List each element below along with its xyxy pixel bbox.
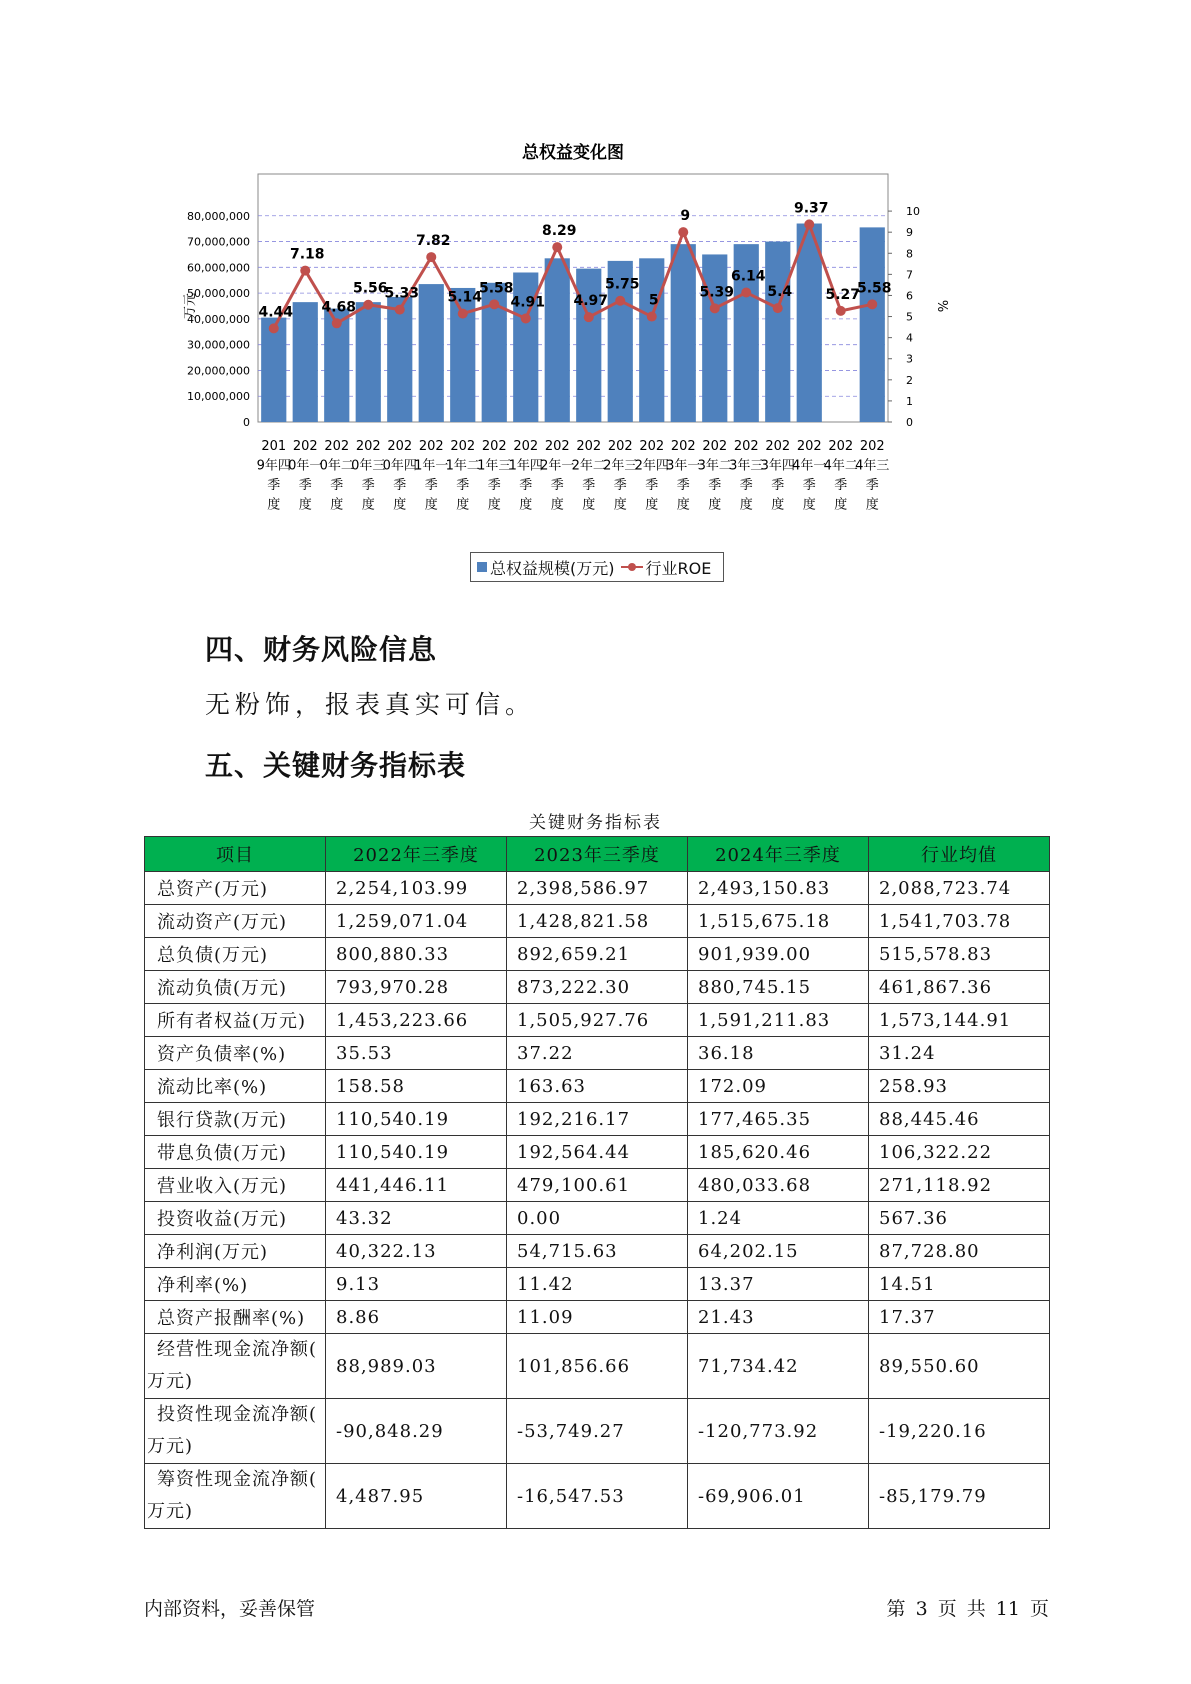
table-cell: 873,222.30 <box>507 971 688 1004</box>
y2-tick-label: 0 <box>906 416 913 429</box>
y-tick-label: 20,000,000 <box>187 364 250 378</box>
table-cell: 40,322.13 <box>326 1235 507 1268</box>
table-row <box>145 938 1050 971</box>
table-cell: 88,989.03 <box>326 1334 507 1399</box>
row-label <box>145 1464 326 1529</box>
roe-point <box>489 299 499 309</box>
table-cell: -90,848.29 <box>326 1399 507 1464</box>
table-row <box>145 1334 1050 1399</box>
row-label-line: 经营性现金流净额( <box>157 1339 318 1360</box>
table-cell: 71,734.42 <box>688 1334 869 1399</box>
roe-data-label: 7.82 <box>415 233 451 250</box>
x-tick-label: 202 4年一季度 <box>792 439 827 513</box>
table-cell: 480,033.68 <box>688 1169 869 1202</box>
roe-point <box>804 219 814 229</box>
roe-point <box>836 306 846 316</box>
row-label: 流动资产(万元) <box>145 905 326 938</box>
table-cell: 1,515,675.18 <box>688 905 869 938</box>
table-cell: 892,659.21 <box>507 938 688 971</box>
row-label: 银行贷款(万元) <box>145 1103 326 1136</box>
table-body <box>145 872 1050 1529</box>
table-cell: 800,880.33 <box>326 938 507 971</box>
table-cell: 4,487.95 <box>326 1464 507 1529</box>
table-cell: -53,749.27 <box>507 1399 688 1464</box>
column-header: 行业均值 <box>869 837 1050 872</box>
table-cell: 35.53 <box>326 1037 507 1070</box>
table-cell: 177,465.35 <box>688 1103 869 1136</box>
bar <box>797 224 822 422</box>
table-cell: 110,540.19 <box>326 1136 507 1169</box>
table-cell: 2,398,586.97 <box>507 872 688 905</box>
table-row <box>145 1301 1050 1334</box>
column-header: 项目 <box>145 837 326 872</box>
table-cell: 185,620.46 <box>688 1136 869 1169</box>
row-label-line: 万元) <box>147 1501 194 1522</box>
row-label: 带息负债(万元) <box>145 1136 326 1169</box>
table-cell: -69,906.01 <box>688 1464 869 1529</box>
row-label: 投资收益(万元) <box>145 1202 326 1235</box>
table-cell: -120,773.92 <box>688 1399 869 1464</box>
x-tick-label: 202 0年二季度 <box>319 439 354 513</box>
roe-data-label: 5.39 <box>699 284 735 301</box>
row-label: 营业收入(万元) <box>145 1169 326 1202</box>
x-tick-label: 202 4年三季度 <box>855 439 890 513</box>
roe-data-label: 5.33 <box>384 285 420 302</box>
table-cell: 87,728.80 <box>869 1235 1050 1268</box>
roe-point <box>773 303 783 313</box>
bar <box>387 297 412 422</box>
row-label-line: 万元) <box>147 1371 194 1392</box>
roe-data-label: 5.56 <box>352 280 388 297</box>
x-tick-label: 202 2年四季度 <box>634 439 669 513</box>
x-tick-label: 202 3年四季度 <box>760 439 795 513</box>
roe-data-label: 6.14 <box>730 268 766 285</box>
table-cell: 1,591,211.83 <box>688 1004 869 1037</box>
y2-tick-label: 4 <box>906 331 913 345</box>
table-cell: 1,428,821.58 <box>507 905 688 938</box>
y-axis-label: 万元 <box>183 292 198 320</box>
legend-bar-swatch <box>477 562 487 572</box>
bar <box>545 258 570 422</box>
footer-page-number: 第 3 页 共 11 页 <box>886 1598 1049 1620</box>
bar <box>419 284 444 422</box>
table-cell: 172.09 <box>688 1070 869 1103</box>
column-header: 2024年三季度 <box>688 837 869 872</box>
column-header: 2023年三季度 <box>507 837 688 872</box>
roe-data-label: 5.58 <box>478 280 514 297</box>
table-cell: 88,445.46 <box>869 1103 1050 1136</box>
table-cell: 567.36 <box>869 1202 1050 1235</box>
table-cell: 13.37 <box>688 1268 869 1301</box>
y2-tick-label: 9 <box>906 226 913 240</box>
table-row <box>145 1202 1050 1235</box>
equity-chart <box>180 140 1020 600</box>
chart-legend <box>470 552 724 582</box>
table-cell: 1,453,223.66 <box>326 1004 507 1037</box>
table-cell: 1,573,144.91 <box>869 1004 1050 1037</box>
table-cell: 163.63 <box>507 1070 688 1103</box>
table-cell: 158.58 <box>326 1070 507 1103</box>
roe-point <box>300 266 310 276</box>
table-cell: 880,745.15 <box>688 971 869 1004</box>
table-cell: 17.37 <box>869 1301 1050 1334</box>
table-cell: 9.13 <box>326 1268 507 1301</box>
footer-confidential: 内部资料，妥善保管 <box>144 1598 316 1620</box>
y-tick-label: 80,000,000 <box>187 209 250 223</box>
row-label: 流动比率(%) <box>145 1070 326 1103</box>
roe-data-label: 4.97 <box>573 293 609 310</box>
roe-data-label: 5.4 <box>767 284 793 301</box>
bar <box>860 227 885 422</box>
table-row <box>145 1070 1050 1103</box>
roe-point <box>615 296 625 306</box>
table-header-row <box>145 837 1050 872</box>
x-tick-label: 202 3年三季度 <box>729 439 764 513</box>
roe-data-label: 7.18 <box>289 246 325 263</box>
roe-data-label: 9.37 <box>793 200 829 217</box>
table-cell: 36.18 <box>688 1037 869 1070</box>
table-cell: 793,970.28 <box>326 971 507 1004</box>
table-cell: 192,216.17 <box>507 1103 688 1136</box>
y-tick-label: 30,000,000 <box>187 338 250 352</box>
y2-tick-label: 6 <box>906 289 913 303</box>
legend-line-label: 行业ROE <box>645 558 712 578</box>
table-cell: 43.32 <box>326 1202 507 1235</box>
row-label: 总资产报酬率(%) <box>145 1301 326 1334</box>
table-row <box>145 1464 1050 1529</box>
bar <box>450 288 475 422</box>
table-row <box>145 1103 1050 1136</box>
x-tick-label: 202 2年三季度 <box>603 439 638 513</box>
table-row <box>145 1268 1050 1301</box>
table-cell: 258.93 <box>869 1070 1050 1103</box>
row-label: 所有者权益(万元) <box>145 1004 326 1037</box>
bar <box>293 302 318 422</box>
row-label: 总资产(万元) <box>145 872 326 905</box>
roe-data-label: 8.29 <box>541 223 577 240</box>
roe-data-label: 4.68 <box>321 299 357 316</box>
table-cell: 192,564.44 <box>507 1136 688 1169</box>
roe-data-label: 5.58 <box>856 280 892 297</box>
table-row <box>145 1169 1050 1202</box>
bar <box>765 242 793 422</box>
table-cell: 901,939.00 <box>688 938 869 971</box>
y-tick-label: 70,000,000 <box>187 235 250 249</box>
roe-point <box>552 242 562 252</box>
y-tick-label: 10,000,000 <box>187 390 250 404</box>
table-cell: 54,715.63 <box>507 1235 688 1268</box>
row-label: 资产负债率(%) <box>145 1037 326 1070</box>
x-tick-label: 202 0年四季度 <box>382 439 417 513</box>
x-tick-label: 202 0年一季度 <box>288 439 323 513</box>
table-row <box>145 1037 1050 1070</box>
table-cell: 64,202.15 <box>688 1235 869 1268</box>
table-cell: -85,179.79 <box>869 1464 1050 1529</box>
table-cell: 31.24 <box>869 1037 1050 1070</box>
table-cell: 1,541,703.78 <box>869 905 1050 938</box>
y2-tick-label: 5 <box>906 310 913 324</box>
roe-data-label: 5 <box>648 292 659 309</box>
roe-point <box>584 312 594 322</box>
y2-axis-label: % <box>934 299 949 313</box>
table-row <box>145 1235 1050 1268</box>
roe-point <box>741 288 751 298</box>
equity-chart-svg <box>180 140 1020 550</box>
y-tick-label: 50,000,000 <box>187 287 250 301</box>
roe-data-label: 5.75 <box>604 276 640 293</box>
x-tick-label: 202 1年四季度 <box>508 439 543 513</box>
x-tick-label: 201 9年四季度 <box>256 439 291 513</box>
x-tick-label: 202 4年二季度 <box>823 439 858 513</box>
table-cell: 11.09 <box>507 1301 688 1334</box>
key-financial-indicators-table <box>144 836 1050 1529</box>
table-row <box>145 1004 1050 1037</box>
table-row <box>145 971 1050 1004</box>
table-cell: 14.51 <box>869 1268 1050 1301</box>
legend-line-swatch <box>621 562 643 572</box>
section-4-text: 无粉饰，报表真实可信。 <box>205 690 536 719</box>
table-cell: 461,867.36 <box>869 971 1050 1004</box>
y2-tick-label: 7 <box>906 268 913 282</box>
table-row <box>145 905 1050 938</box>
section-5-title: 五、关键财务指标表 <box>205 749 467 782</box>
table-cell: 2,493,150.83 <box>688 872 869 905</box>
bar <box>671 244 696 422</box>
y2-tick-label: 3 <box>906 352 913 366</box>
row-label <box>145 1334 326 1399</box>
roe-data-label: 5.14 <box>447 289 483 306</box>
table-cell: 11.42 <box>507 1268 688 1301</box>
table-cell: 515,578.83 <box>869 938 1050 971</box>
table-cell: 106,322.22 <box>869 1136 1050 1169</box>
y-tick-label: 40,000,000 <box>187 312 250 326</box>
y2-tick-label: 2 <box>906 373 913 387</box>
roe-point <box>678 227 688 237</box>
table-cell: 0.00 <box>507 1202 688 1235</box>
roe-data-label: 9 <box>680 208 691 225</box>
roe-point <box>647 312 657 322</box>
roe-point <box>395 305 405 315</box>
row-label <box>145 1399 326 1464</box>
roe-point <box>458 309 468 319</box>
x-tick-label: 202 1年二季度 <box>445 439 480 513</box>
roe-point <box>710 303 720 313</box>
roe-data-label: 4.44 <box>258 304 294 321</box>
roe-point <box>521 313 531 323</box>
row-label: 净利润(万元) <box>145 1235 326 1268</box>
table-row <box>145 1136 1050 1169</box>
row-label: 总负债(万元) <box>145 938 326 971</box>
y-tick-label: 60,000,000 <box>187 261 250 275</box>
row-label-line: 投资性现金流净额( <box>157 1404 318 1425</box>
x-tick-label: 202 3年二季度 <box>697 439 732 513</box>
x-tick-label: 202 0年三季度 <box>351 439 386 513</box>
table-cell: -16,547.53 <box>507 1464 688 1529</box>
chart-title: 总权益变化图 <box>522 143 624 163</box>
roe-point <box>426 252 436 262</box>
table-row <box>145 872 1050 905</box>
x-tick-label: 202 1年三季度 <box>477 439 512 513</box>
row-label-line: 万元) <box>147 1436 194 1457</box>
row-label: 净利率(%) <box>145 1268 326 1301</box>
table-cell: 21.43 <box>688 1301 869 1334</box>
table-cell: 37.22 <box>507 1037 688 1070</box>
y-tick-label: 0 <box>243 416 250 429</box>
x-tick-label: 202 1年一季度 <box>414 439 449 513</box>
y2-tick-label: 1 <box>906 394 913 408</box>
table-cell: 2,254,103.99 <box>326 872 507 905</box>
table-cell: 101,856.66 <box>507 1334 688 1399</box>
bar <box>356 302 381 422</box>
x-tick-label: 202 3年一季度 <box>666 439 701 513</box>
y2-tick-label: 10 <box>906 205 920 219</box>
roe-point <box>867 299 877 309</box>
x-tick-label: 202 2年二季度 <box>571 439 606 513</box>
bar <box>702 254 727 422</box>
roe-point <box>363 300 373 310</box>
bar <box>639 258 664 422</box>
table-row <box>145 1399 1050 1464</box>
table-cell: 271,118.92 <box>869 1169 1050 1202</box>
roe-data-label: 4.91 <box>510 294 546 311</box>
bar <box>576 269 601 422</box>
table-cell: 110,540.19 <box>326 1103 507 1136</box>
x-tick-label: 202 2年一季度 <box>540 439 575 513</box>
y2-tick-label: 8 <box>906 247 913 261</box>
roe-data-label: 5.27 <box>825 286 861 303</box>
table-cell: 89,550.60 <box>869 1334 1050 1399</box>
table-caption: 关键财务指标表 <box>529 813 662 833</box>
legend-bar-label: 总权益规模(万元) <box>490 558 615 578</box>
table-cell: 1,505,927.76 <box>507 1004 688 1037</box>
table-cell: 1,259,071.04 <box>326 905 507 938</box>
table-cell: 479,100.61 <box>507 1169 688 1202</box>
table-cell: -19,220.16 <box>869 1399 1050 1464</box>
roe-point <box>269 323 279 333</box>
roe-point <box>332 318 342 328</box>
row-label-line: 筹资性现金流净额( <box>157 1469 318 1490</box>
table-cell: 441,446.11 <box>326 1169 507 1202</box>
section-4-title: 四、财务风险信息 <box>205 633 438 666</box>
table-cell: 8.86 <box>326 1301 507 1334</box>
table-cell: 2,088,723.74 <box>869 872 1050 905</box>
column-header: 2022年三季度 <box>326 837 507 872</box>
row-label: 流动负债(万元) <box>145 971 326 1004</box>
table-cell: 1.24 <box>688 1202 869 1235</box>
